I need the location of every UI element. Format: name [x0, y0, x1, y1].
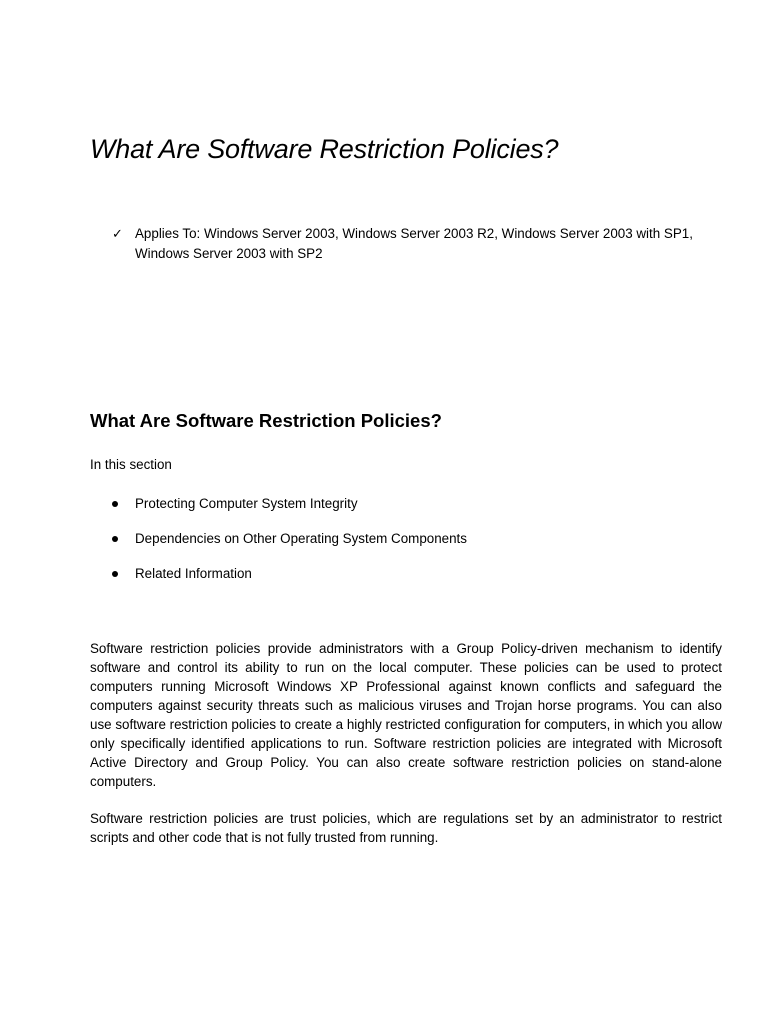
- checkmark-icon: ✓: [112, 226, 123, 241]
- page-title: What Are Software Restriction Policies?: [90, 134, 559, 164]
- bullet-icon: [112, 571, 118, 577]
- body-paragraph: Software restriction policies provide administrators with a Group Policy-driven mechanism to identify software and control its ability to run on the local computer. These policies can be used to protect computers running Microsoft Windows XP Professional against known conflicts and safeguard the computers against security threats such as malicious viruses and Trojan horse programs. You can also use software restriction policies to create a highly restricted configuration for computers, in which you allow only specifically identified applications to run. Software restriction policies are integrated with Microsoft Active Directory and Group Policy. You can also create software restriction policies on stand-alone computers.: [90, 641, 722, 789]
- list-item-label: Related Information: [135, 566, 252, 581]
- section-list: [112, 494, 467, 599]
- applies-to-text: Applies To: Windows Server 2003, Windows Server 2003 R2, Windows Server 2003 with SP1, Windows Server 2003 with SP2: [135, 226, 693, 261]
- body-paragraph: Software restriction policies are trust policies, which are regulations set by an administrator to restrict scripts and other code that is not fully trusted from running.: [90, 811, 722, 845]
- section-label: In this section: [90, 457, 172, 472]
- bullet-icon: [112, 501, 118, 507]
- list-item-label: Protecting Computer System Integrity: [135, 496, 358, 511]
- bullet-icon: [112, 536, 118, 542]
- list-item: [112, 529, 467, 564]
- section-heading: What Are Software Restriction Policies?: [90, 410, 442, 431]
- list-item: [112, 494, 467, 529]
- list-item: [112, 564, 467, 599]
- applies-to-note: [112, 224, 722, 264]
- list-item-label: Dependencies on Other Operating System Components: [135, 531, 467, 546]
